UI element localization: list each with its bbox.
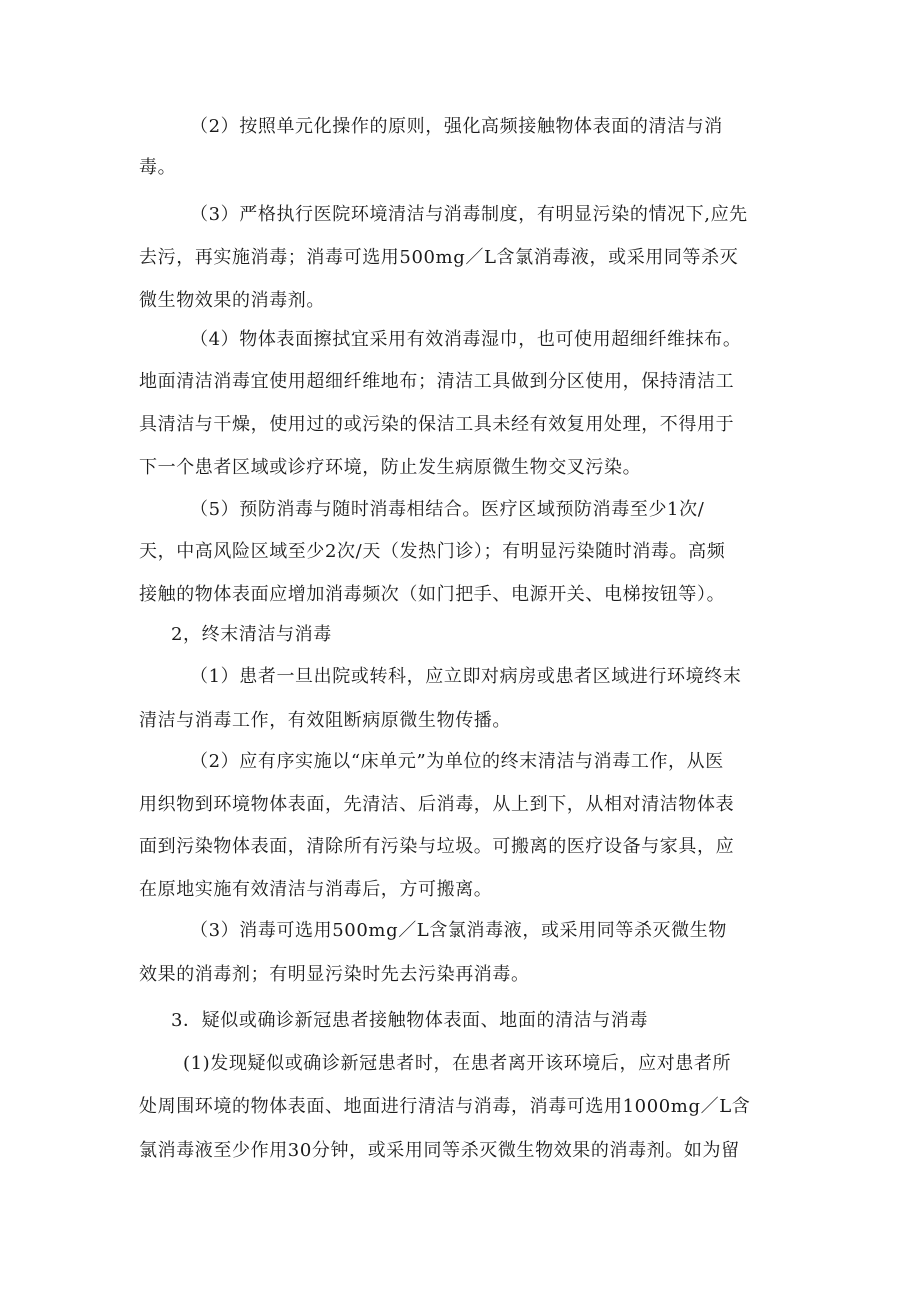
- paragraph-line: 去污，再实施消毒；消毒可选用500mg／L含氯消毒液，或采用同等杀灭: [139, 247, 739, 268]
- paragraph-line: 天，中高风险区域至少2次/天（发热门诊）；有明显污染随时消毒。高频: [139, 541, 726, 562]
- paragraph-line: 处周围环境的物体表面、地面进行清洁与消毒，消毒可选用1000mg／L含: [139, 1096, 751, 1117]
- paragraph-line: 清洁与消毒工作，有效阻断病原微生物传播。: [139, 710, 511, 731]
- paragraph-line: （2）按照单元化操作的原则，强化高频接触物体表面的清洁与消: [190, 116, 723, 137]
- paragraph-line: 地面清洁消毒宜使用超细纤维地布；清洁工具做到分区使用，保持清洁工: [139, 371, 735, 392]
- paragraph-line: （3）严格执行医院环境清洁与消毒制度，有明显污染的情况下,应先: [190, 204, 748, 225]
- paragraph-line: （1）患者一旦出院或转科，应立即对病房或患者区域进行环境终末: [190, 666, 742, 687]
- paragraph-line: 微生物效果的消毒剂。: [139, 290, 325, 311]
- paragraph-line: 具清洁与干燥，使用过的或污染的保洁工具未经有效复用处理，不得用于: [139, 414, 735, 435]
- paragraph-line: (1)发现疑似或确诊新冠患者时，在患者离开该环境后，应对患者所: [183, 1053, 732, 1074]
- paragraph-line: 氯消毒液至少作用30分钟，或采用同等杀灭微生物效果的消毒剂。如为留: [139, 1140, 740, 1161]
- section-heading: 2，终末清洁与消毒: [171, 624, 332, 645]
- paragraph-line: 面到污染物体表面，清除所有污染与垃圾。可搬离的医疗设备与家具，应: [139, 836, 735, 857]
- paragraph-line: 效果的消毒剂；有明显污染时先去污染再消毒。: [139, 964, 530, 985]
- paragraph-line: 接触的物体表面应增加消毒频次（如门把手、电源开关、电梯按钮等）。: [139, 584, 726, 605]
- paragraph-line: （5）预防消毒与随时消毒相结合。医疗区域预防消毒至少1次/: [190, 499, 705, 520]
- paragraph-line: （3）消毒可选用500mg／L含氯消毒液，或采用同等杀灭微生物: [190, 920, 727, 941]
- paragraph-line: （4）物体表面擦拭宜采用有效消毒湿巾，也可使用超细纤维抹布。: [190, 329, 742, 350]
- paragraph-line: 下一个患者区域或诊疗环境，防止发生病原微生物交叉污染。: [139, 457, 642, 478]
- paragraph-line: 用织物到环境物体表面，先清洁、后消毒，从上到下，从相对清洁物体表: [139, 794, 735, 815]
- paragraph-line: （2）应有序实施以“床单元”为单位的终末清洁与消毒工作，从医: [190, 751, 724, 772]
- section-heading: 3．疑似或确诊新冠患者接触物体表面、地面的清洁与消毒: [171, 1010, 649, 1031]
- paragraph-line: 毒。: [139, 157, 177, 178]
- paragraph-line: 在原地实施有效清洁与消毒后，方可搬离。: [139, 879, 493, 900]
